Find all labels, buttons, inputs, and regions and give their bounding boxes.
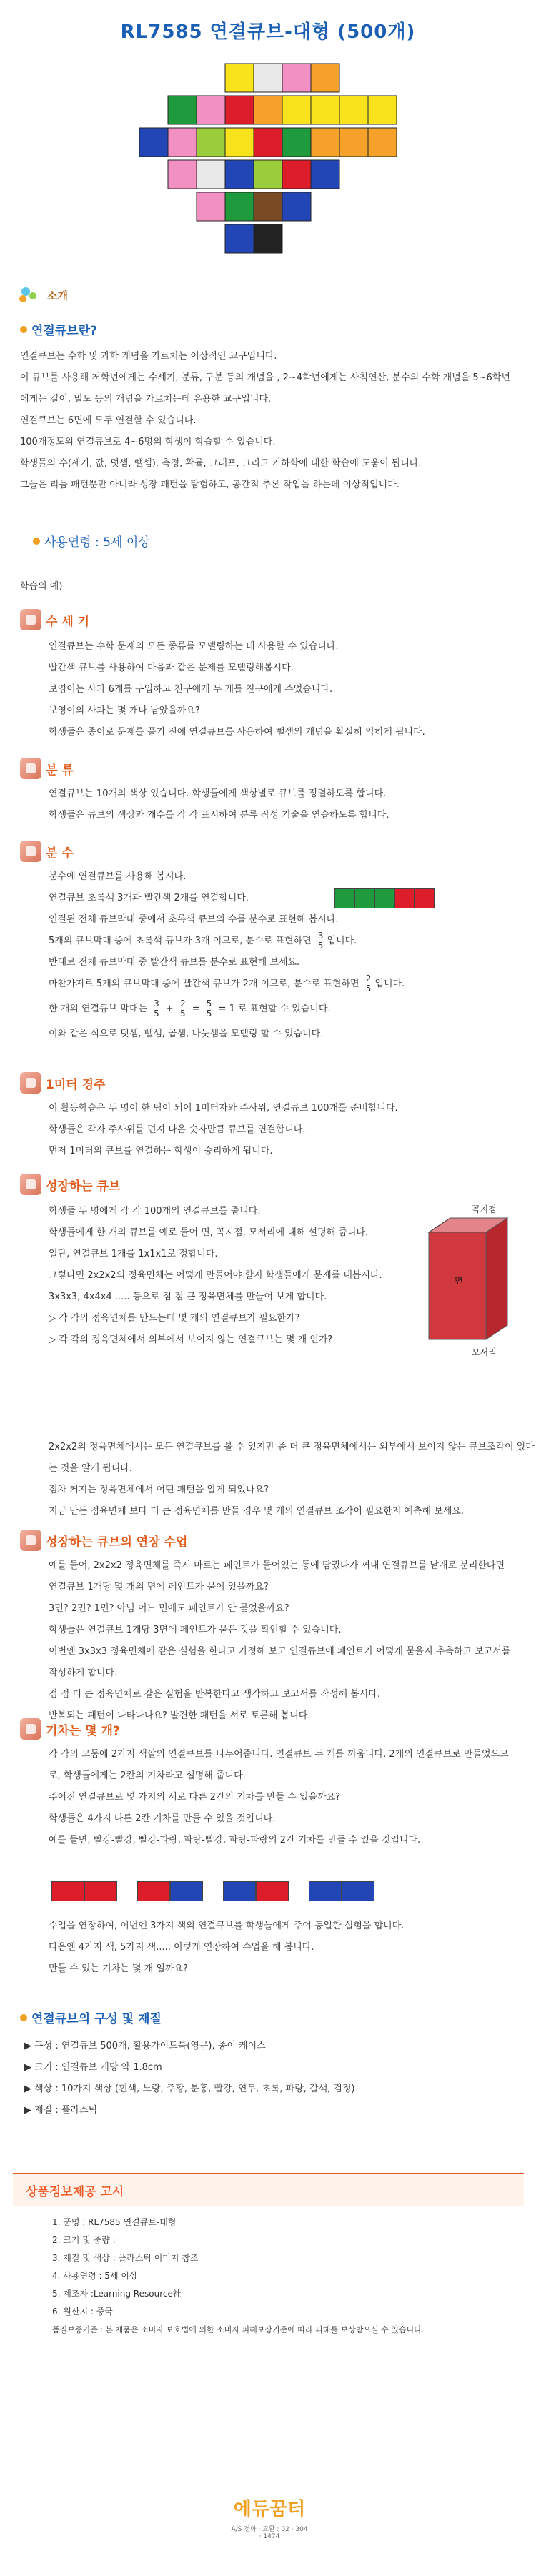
intro-question: 연결큐브란? [0, 320, 536, 338]
notice-title: 상품정보제공 고시 [13, 2174, 524, 2206]
notice-box [13, 2173, 524, 2339]
growing-body-top: 학생들 두 명에게 각 각 100개의 연결큐브를 줍니다. 학생들에게 한 개의 큐브를 예로 들어 면, 꼭지점, 모서리에 대해 설명해 줍니다. 일단, 연결큐브 1개를 1x1x1로 정합니다. 그렇다면 2x2x2의 정육면체는 어떻게 만들어야 할지 학생들에게 문제를 내봅시다. 3x3x3, 4x4x4 ..... 등으로 점 점 큰 정육면체를 만들어 보게 합니다. ▷ 각 각의 정육면체를 만드는데 몇 개의 연결큐브가 필요한가? ▷ 각 각의 정육면체에서 외부에서 보이지 않는 연결큐브는 몇 개 인가? [49, 1206, 382, 1345]
notice-list: 1. 품명 : RL7585 연결큐브-대형 2. 크기 및 중량 : 3. 재질 및 색상 : 플라스틱 이미지 참조 4. 사용연령 : 5세 이상 5. 제조자 :Learning Resource社 6. 원산지 : 중국 품질보증기준 : 본 제품은 소비자 보호법에 의한 소비자 피해보상기준에 따라 피해를 보상받으실 수 있습니다. [52, 2217, 425, 2334]
cube-icon [20, 609, 41, 630]
train-red-blue [137, 1881, 203, 1901]
fraction-sum-2-5: $\frac{2}{5}$ [179, 999, 186, 1019]
fractions-body: 분수에 연결큐브를 사용해 봅시다. 연결큐브 초록색 3개과 빨간색 2개를 연결합니다. 연결된 전체 큐브막대 중에서 초록색 큐브의 수를 분수로 표현해 봅시다. 5개의 큐브막대 중에 초록색 큐브가 3개 이므로, 분수로 표현하면 $\frac{3}{5}$ 입니다. 반대로 전체 큐브막대 중 빨간색 큐브를 분수로 표현해 보세요. 마찬가지로 5개의 큐브막대 중에 빨간색 큐브가 2개 이므로, 분수로 표현하면 $\frac{2}{5}$ 입니다. 한 개의 연결큐브 막대는 $\frac{3}{5}$ + $\frac{2}{5}$ = $\frac{5}{5}$ = 1 로 표현할 수 있습니다. 이와 같은 식으로 덧셈, 뺄셈, 곱셈, 나눗셈을 모델링 할 수 있습니다. [0, 866, 536, 1045]
meter-head: 1미터 경주 [0, 1072, 536, 1094]
trains-body-top: 각 각의 모둠에 2가지 색깔의 연결큐브를 나누어줍니다. 연결큐브 두 개를 끼웁니다. 2개의 연결큐브로 만들었으므로, 학생들에게는 2칸의 기차라고 설명해 줍니다. 주어진 연결큐브로 몇 가지의 서로 다른 2칸의 기차를 만들 수 있을까요? 학생들은 4가지 다른 2칸 기차를 만들 수 있을 것입니다. 예를 들면, 빨강-빨강, 빨강-파랑, 파랑-빨강, 파랑-파랑의 2칸 기차를 만들 수 있을 것입니다. [49, 1749, 509, 1846]
paint-body: 예를 들어, 2x2x2 정육면체를 즉시 마르는 페인트가 들어있는 통에 담궜다가 꺼내 연결큐브를 낱개로 분리한다면 연결큐브 1개당 몇 개의 면에 페인트가 묻어 있을까요? 3면? 2면? 1면? 아님 어느 면에도 페인트가 안 묻었을까요? 학생들은 연결큐브 1개당 3면에 페인트가 묻은 것을 확인할 수 있습니다. 이번엔 3x3x3 정육면체에 같은 실험을 한다고 가정해 보고 연결큐브에 페인트가 어떻게 묻을지 추측하고 보고서를 작성하게 합니다. 점 점 더 큰 정육면체로 같은 실험을 반복한다고 생각하고 보고서를 작성해 봅시다. 반복되는 패턴이 나타나나요? 발견한 패턴을 서로 토론해 봅니다. [49, 1560, 511, 1721]
flower-icon [16, 284, 41, 306]
cube-icon [20, 1072, 41, 1094]
growing-body-bottom: 2x2x2의 정육면체에서는 모든 연결큐브를 볼 수 있지만 좀 더 큰 정육면체에서는 외부에서 보이지 않는 큐브조각이 있다는 것을 알게 됩니다. 점차 커지는 정육면체에서 어떤 패턴을 알게 되었나요? 지금 만든 정육면체 보다 더 큰 정육면체를 만들 경우 몇 개의 연결큐브 조각이 필요한지 예측해 보세요. [49, 1442, 535, 1517]
cube-icon [20, 1174, 41, 1195]
fraction-3-5: $\frac{3}{5}$ [317, 931, 324, 951]
contact-info: A/S 전화 · 교환 : 02 · 304 · 1474 [231, 2526, 308, 2540]
cube-structure-illustration [82, 56, 454, 271]
train-blue-blue [309, 1881, 374, 1901]
bullet-icon [20, 326, 27, 333]
fraction-5-5: $\frac{5}{5}$ [206, 999, 212, 1019]
counting-head: 수 세 기 [0, 609, 536, 630]
fraction-sum-3-5: $\frac{3}{5}$ [154, 999, 159, 1019]
page-title: RL7585 연결큐브-대형 (500개) [120, 21, 416, 43]
age-row: 사용연령 : 5세 이상 [0, 532, 536, 550]
growing-head: 성장하는 큐브 [0, 1174, 536, 1195]
section-intro-label: 소개 [16, 284, 536, 306]
face-label: 면 [455, 1276, 463, 1286]
meter-body: 이 활동학습은 두 명이 한 팀이 되어 1미터자와 주사위, 연결큐브 100개를 준비합니다. 학생들은 각자 주사위를 던져 나온 숫자만큼 큐브를 연결합니다. 먼저 1미터의 큐브를 연결하는 학생이 승리하게 됩니다. [49, 1103, 398, 1156]
counting-body: 연결큐브는 수학 문제의 모든 종류를 모델링하는 데 사용할 수 있습니다. 빨간색 큐브를 사용하여 다음과 같은 문제를 모델링해봅시다. 보영이는 사과 6개를 구입하고 친구에게 두 개를 친구에게 주었습니다. 보영이의 사과는 몇 개나 남았을까요? 학생들은 종이로 문제를 풀기 전에 연결큐브를 사용하여 뺄셈의 개념을 확실히 익히게 됩니다. [49, 641, 425, 738]
sorting-head: 분 류 [0, 758, 536, 779]
specs-head: 연결큐브의 구성 및 재질 [0, 2008, 536, 2026]
cube-bar-green-red [334, 888, 435, 908]
intro-paragraphs: 연결큐브는 수학 및 과학 개념을 가르치는 이상적인 교구입니다. 이 큐브를 사용해 저학년에게는 수세기, 분류, 구분 등의 개념을 , 2~4학년에게는 사칙연산, 분수의 수학 개념을 5~6학년에게는 길이, 밀도 등의 개념을 가르치는데 유용한 교구입니다. 연결큐브는 6면에 모두 연결할 수 있습니다. 100개정도의 연결큐브로 4~6명의 학생이 학습할 수 있습니다. 학생들의 수(세기, 값, 덧셈, 뺄셈), 측정, 확률, 그래프, 그리고 기하학에 대한 학습에 도움이 됩니다. 그들은 리듬 패턴뿐만 아니라 성장 패턴을 탐험하고, 공간적 추론 작업을 하는데 이상적입니다. [20, 351, 510, 490]
specs-list: ▶ 구성 : 연결큐브 500개, 활용가이드북(영문), 종이 케이스 ▶ 크기 : 연결큐브 개당 약 1.8cm ▶ 색상 : 10가지 색상 (흰색, 노랑, 주황, 분홍, 빨강, 연두, 초록, 파랑, 갈색, 검정) ▶ 재질 : 플라스틱 [24, 2041, 355, 2116]
trains-head: 기차는 몇 개? [0, 1718, 536, 1740]
intro-section [0, 284, 536, 306]
fraction-2-5: $\frac{2}{5}$ [365, 974, 372, 994]
bullet-icon [33, 538, 40, 545]
bullet-icon [20, 2014, 27, 2021]
cube-icon [20, 841, 41, 862]
train-red-red [51, 1881, 117, 1901]
train-blue-red [223, 1881, 289, 1901]
sorting-body: 연결큐브는 10개의 색상 있습니다. 학생들에게 색상별로 큐브를 정렬하도록 합니다. 학생들은 큐브의 색상과 개수를 각 각 표시하여 분류 작성 기술을 연습하도록 합니다. [49, 788, 389, 821]
examples-label: 학습의 예) [20, 581, 63, 592]
cube-icon [20, 1530, 41, 1551]
cube-icon [20, 758, 41, 779]
fractions-head: 분 수 [0, 841, 536, 862]
cube-icon [20, 1718, 41, 1740]
brand-logo: 에듀꿈터 A/S 전화 · 교환 : 02 · 304 · 1474 [231, 2499, 308, 2540]
trains-body-bottom: 수업을 연장하여, 이번엔 3가지 색의 연결큐브를 학생들에게 주어 동일한 실험을 합니다. 다음엔 4가지 색, 5가지 색..... 이렇게 연장하여 수업을 해 봅니다. 만들 수 있는 기차는 몇 개 일까요? [49, 1921, 405, 1974]
paint-head: 성장하는 큐브의 연장 수업 [0, 1530, 536, 1551]
edge-label: 모서리 [472, 1347, 497, 1357]
cube-diagram [400, 1204, 522, 1368]
product-image [82, 56, 454, 271]
train-examples [51, 1881, 374, 1901]
vertex-label: 꼭지점 [472, 1204, 497, 1214]
